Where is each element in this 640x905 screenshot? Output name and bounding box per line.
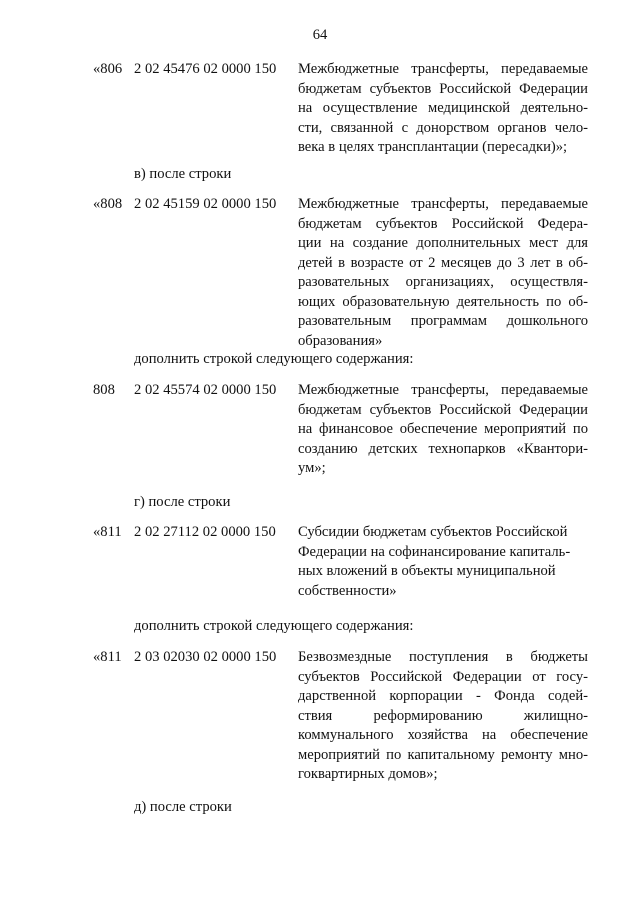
description-line: ющих образовательную деятельность по об- <box>298 293 588 310</box>
admin-code: 808 <box>93 382 115 398</box>
description-line: разовательным программам дошкольного <box>298 313 588 329</box>
amendment-note: г) после строки <box>134 494 231 510</box>
amendment-note: дополнить строкой следующего содержания: <box>134 351 414 367</box>
budget-classification-code: 2 02 45574 02 0000 150 <box>134 382 277 398</box>
admin-code: «811 <box>93 649 122 665</box>
admin-code: «808 <box>93 196 123 212</box>
description-line: собственности» <box>298 582 397 599</box>
description-line: Федерации на софинансирование капиталь- <box>298 543 571 560</box>
description-line: ум»; <box>298 460 326 476</box>
description-line: сти, связанной с донорством органов чело- <box>298 119 588 136</box>
entry-description <box>298 195 588 351</box>
description-line: Межбюджетные трансферты, передаваемые <box>298 61 588 77</box>
description-line: Субсидии бюджетам субъектов Российской <box>298 524 568 540</box>
budget-classification-code: 2 02 45476 02 0000 150 <box>134 61 277 77</box>
description-line: гоквартирных домов»; <box>298 766 438 782</box>
description-line: бюджетам субъектов Российской Федера- <box>298 215 588 232</box>
admin-code: «811 <box>93 524 122 540</box>
description-line: бюджетам субъектов Российской Федерации <box>298 80 588 97</box>
amendment-note: д) после строки <box>134 799 232 815</box>
admin-code: «806 <box>93 61 123 77</box>
description-line: мероприятий по капитальному ремонту мно- <box>298 746 588 763</box>
description-line: на осуществление медицинской деятельно- <box>298 100 588 116</box>
description-line: разовательных организациях, осуществля- <box>298 274 588 290</box>
description-line: ствия реформированию жилищно- <box>298 707 588 724</box>
entry-description <box>298 60 588 158</box>
budget-classification-code: 2 02 27112 02 0000 150 <box>134 524 276 540</box>
amendment-note: дополнить строкой следующего содержания: <box>134 618 414 634</box>
description-line: ции на создание дополнительных мест для <box>298 235 588 251</box>
description-line: дарственной корпорации - Фонда содей- <box>298 688 588 704</box>
entry-description <box>298 523 588 601</box>
description-line: ных вложений в объекты муниципальной <box>298 563 556 579</box>
description-line: созданию детских технопарков «Квантори- <box>298 440 588 457</box>
description-line: на финансовое обеспечение мероприятий по <box>298 421 588 437</box>
budget-classification-code: 2 03 02030 02 0000 150 <box>134 649 277 665</box>
description-line: века в целях трансплантации (пересадки)»; <box>298 139 568 155</box>
amendment-note: в) после строки <box>134 166 232 182</box>
entry-description <box>298 381 588 479</box>
description-line: образования» <box>298 332 383 349</box>
description-line: бюджетам субъектов Российской Федерации <box>298 401 588 418</box>
page-number: 64 <box>312 27 328 43</box>
description-line: Межбюджетные трансферты, передаваемые <box>298 196 588 212</box>
description-line: Безвозмездные поступления в бюджеты <box>298 649 588 665</box>
description-line: Межбюджетные трансферты, передаваемые <box>298 382 588 398</box>
budget-classification-code: 2 02 45159 02 0000 150 <box>134 196 277 212</box>
description-line: коммунального хозяйства на обеспечение <box>298 727 588 743</box>
entry-description <box>298 648 588 785</box>
description-line: детей в возрасте от 2 месяцев до 3 лет в об- <box>298 254 588 271</box>
description-line: субъектов Российской Федерации от госу- <box>298 668 588 685</box>
